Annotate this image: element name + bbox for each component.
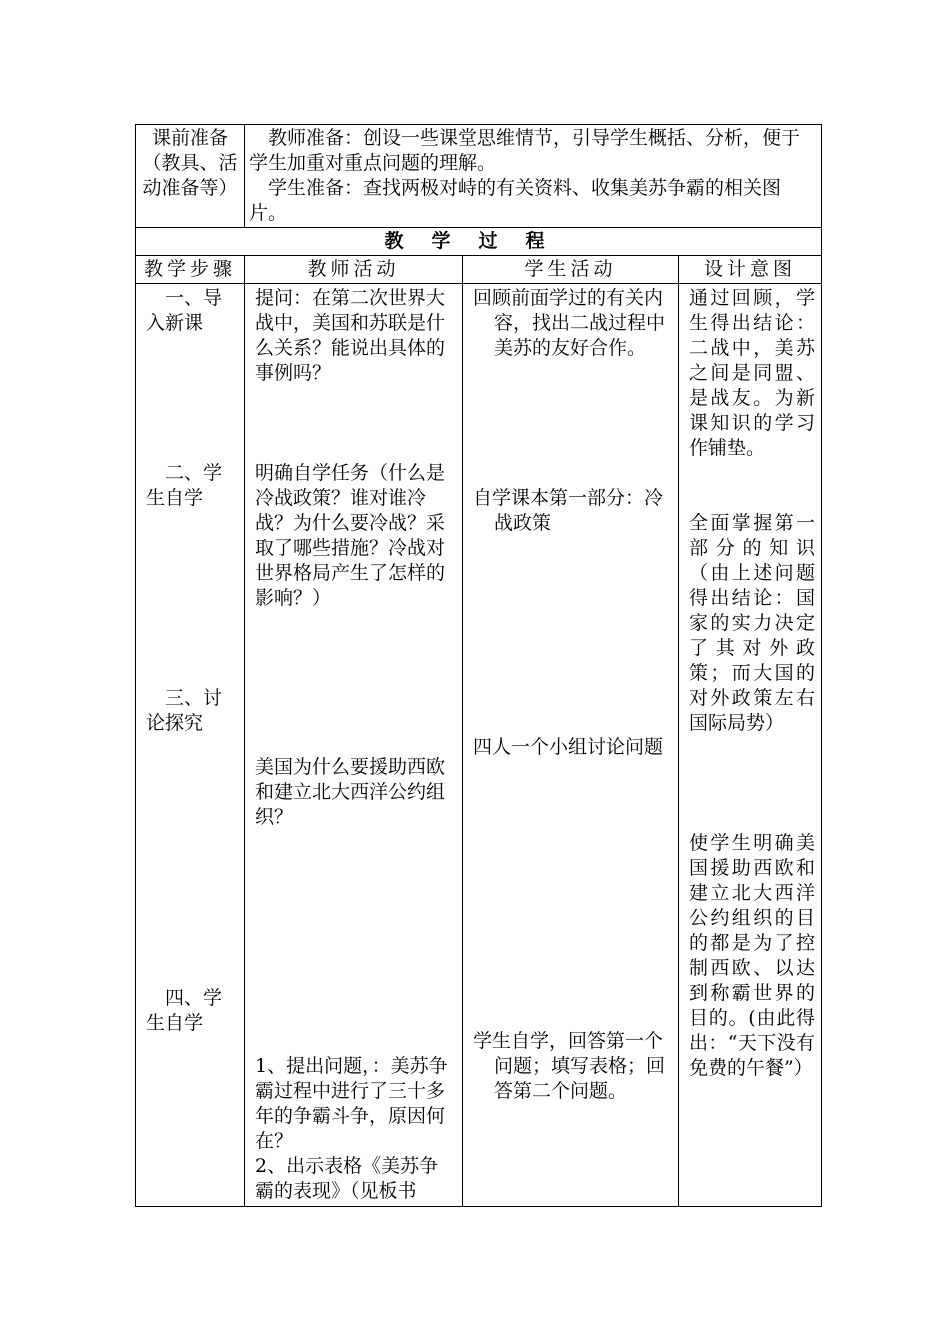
lesson-plan-table	[135, 124, 822, 1207]
design-intent-2: 全面掌握第一部分的知识（由上述问题得出结论：国家的实力决定了其对外政策；而大国的对外政策左右国际局势）	[689, 512, 816, 734]
student-activity-2: 自学课本第一部分：冷战政策	[473, 487, 664, 534]
header-student: 学生活动	[463, 256, 679, 284]
student-prep-text: 学生准备：查找两极对峙的有关资料、收集美苏争霸的相关图片。	[249, 177, 782, 224]
step-4: 四、学生自学	[146, 987, 223, 1034]
student-activity-4: 学生自学，回答第一个问题；填写表格；回答第二个问题。	[473, 1030, 666, 1102]
prep-label: 课前准备（教具、活动准备等）	[136, 125, 245, 228]
process-body-row	[136, 284, 822, 1207]
student-activity-1: 回顾前面学过的有关内容，找出二战过程中美苏的友好合作。	[473, 287, 666, 359]
teacher-activity-4: 1、提出问题，：美苏争霸过程中进行了三十多年的争霸斗争，原因何在？	[255, 1055, 448, 1152]
column-header-row	[136, 256, 822, 284]
student-activity-3: 四人一个小组讨论问题	[473, 736, 664, 758]
process-title-row	[136, 228, 822, 256]
header-intent: 设计意图	[679, 256, 822, 284]
step-3: 三、讨论探究	[146, 687, 223, 734]
prep-row	[136, 125, 822, 228]
header-teacher: 教师活动	[245, 256, 463, 284]
teacher-prep-text: 教师准备：创设一些课堂思维情节，引导学生概括、分析，便于学生加重对重点问题的理解。	[249, 127, 801, 174]
step-2: 二、学生自学	[146, 462, 223, 509]
student-activity-cell	[463, 284, 679, 1207]
teacher-activity-1: 提问：在第二次世界大战中，美国和苏联是什么关系？能说出具体的事例吗？	[255, 287, 446, 384]
steps-cell	[136, 284, 245, 1207]
process-title: 教学过程	[136, 228, 822, 256]
teacher-activity-cell	[245, 284, 463, 1207]
step-1: 一、导入新课	[146, 287, 223, 334]
design-intent-cell	[679, 284, 822, 1207]
header-steps: 教学步骤	[136, 256, 245, 284]
design-intent-1: 通过回顾，学生得出结论：二战中，美苏之间是同盟、是战友。为新课知识的学习作铺垫。	[689, 287, 816, 459]
teacher-activity-2: 明确自学任务（什么是冷战政策？谁对谁冷战？为什么要冷战？采取了哪些措施？冷战对世界格局产生了怎样的影响？）	[255, 462, 446, 609]
prep-content	[245, 125, 822, 228]
teacher-activity-5: 2、出示表格《美苏争霸的表现》（见板书	[255, 1155, 439, 1202]
design-intent-3: 使学生明确美国援助西欧和建立北大西洋公约组织的目的都是为了控制西欧、以达到称霸世界的目的。(由此得出：“天下没有免费的午餐”）	[689, 832, 816, 1079]
teacher-activity-3: 美国为什么要援助西欧和建立北大西洋公约组织？	[255, 756, 446, 828]
